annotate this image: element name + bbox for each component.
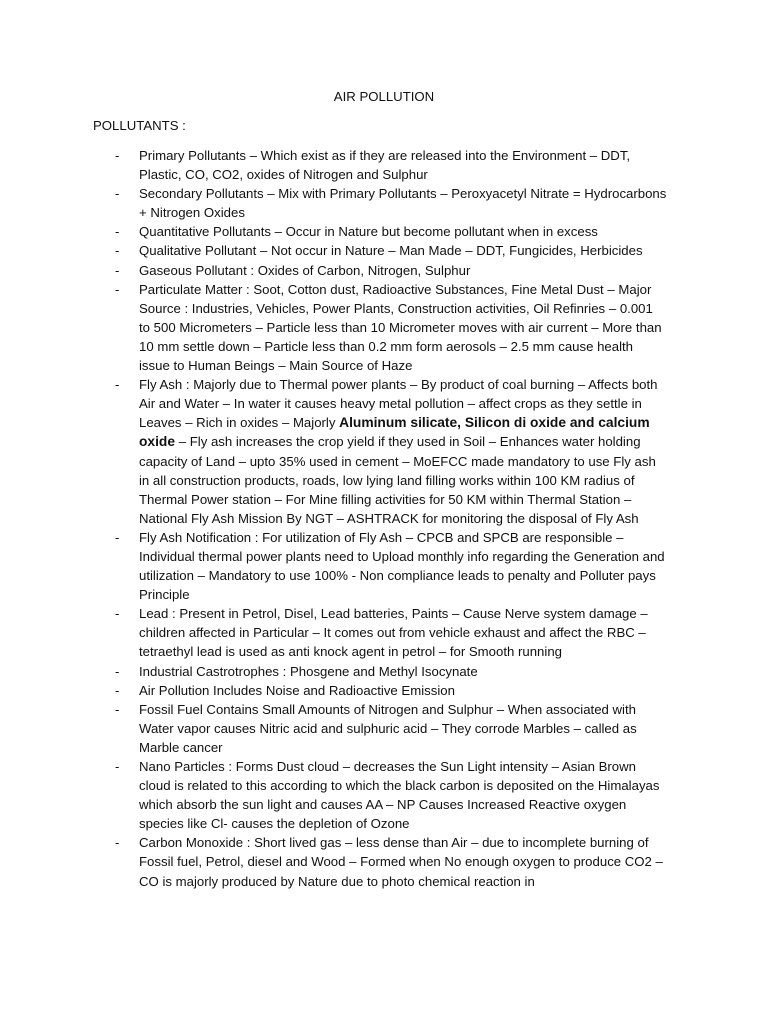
- bullet-dash: -: [115, 243, 120, 259]
- list-item: [0, 757, 667, 833]
- pollutant-list: [0, 146, 768, 891]
- item-text: Particulate Matter : Soot, Cotton dust, Radioactive Substances, Fine Metal Dust – Major Source : Industries, Vehicles, Power Plants, Construction activities, Oil Refinries – 0.001 to 500 Micrometers – Particle less than 10 Micrometer moves with air current – More than 10 mm settle down – Particle less than 0.2 mm form aerosols – 2.5 mm cause health issue to Human Beings – Main Source of Haze: [139, 281, 662, 374]
- list-item: [0, 528, 667, 604]
- bullet-dash: -: [115, 663, 120, 679]
- bullet-dash: -: [115, 759, 120, 774]
- list-item: [0, 681, 667, 700]
- list-item: [0, 604, 667, 661]
- item-text: Fossil Fuel Contains Small Amounts of Nitrogen and Sulphur – When associated with Water vapor causes Nitric acid and sulphuric acid – They corrode Marbles – called as Marble cancer: [139, 701, 637, 755]
- item-text: Nano Particles : Forms Dust cloud – decreases the Sun Light intensity – Asian Brown cloud is related to this according to which the black carbon is deposited on the Himalayas which absorb the sun light and causes AA – NP Causes Increased Reactive oxygen species like Cl- causes the depletion of Ozone: [139, 759, 660, 832]
- item-text: Primary Pollutants – Which exist as if they are released into the Environment – DDT, Plastic, CO, CO2, oxides of Nitrogen and Sulphur: [139, 148, 631, 183]
- bullet-dash: -: [115, 606, 120, 622]
- bullet-dash: -: [115, 377, 120, 393]
- list-item: [0, 184, 667, 222]
- section-heading: POLLUTANTS :: [93, 118, 186, 133]
- list-item: [0, 700, 667, 757]
- bullet-dash: -: [115, 281, 120, 297]
- item-text: Fly Ash Notification : For utilization of Fly Ash – CPCB and SPCB are responsible – Individual thermal power plants need to Upload monthly info regarding the Generation and utilization – Mandatory to use 100% - Non compliance leads to penalty and Polluter pays Principle: [139, 529, 665, 603]
- list-item: [0, 146, 667, 184]
- item-text: Fly Ash : Majorly due to Thermal power plants – By product of coal burning – Affects both Air and Water – In water it causes heavy metal pollution – affect crops as they settle in Leaves – Rich in oxides – Majorly: [139, 377, 658, 431]
- bullet-dash: -: [115, 682, 120, 698]
- item-text: Gaseous Pollutant : Oxides of Carbon, Nitrogen, Sulphur: [139, 262, 471, 278]
- item-text-continued: – Fly ash increases the crop yield if they used in Soil – Enhances water holding capacity of Land – upto 35% used in cement – MoEFCC made mandatory to use Fly ash in all construction products, roads, low lying land filling works within 100 KM radius of Thermal Power station – For Mine filling activities for 50 KM within Thermal Station – National Fly Ash Mission By NGT – ASHTRACK for monitoring the disposal of Fly Ash: [139, 434, 656, 526]
- bullet-dash: -: [115, 701, 120, 717]
- list-item: [0, 833, 667, 890]
- item-bold-text: Aluminum silicate, Silicon di oxide and calcium oxide: [139, 415, 650, 450]
- item-text: Lead : Present in Petrol, Disel, Lead batteries, Paints – Cause Nerve system damage – children affected in Particular – It comes out from vehicle exhaust and affect the RBC – tetraethyl lead is used as anti knock agent in petrol – for Smooth running: [139, 606, 648, 660]
- list-item: [0, 662, 667, 681]
- bullet-dash: -: [115, 262, 120, 278]
- list-item: [0, 280, 667, 375]
- list-item: [0, 261, 667, 280]
- bullet-dash: -: [115, 148, 120, 163]
- item-text: Industrial Castrotrophes : Phosgene and Methyl Isocynate: [139, 663, 478, 679]
- item-text: Qualitative Pollutant – Not occur in Nature – Man Made – DDT, Fungicides, Herbicides: [139, 243, 643, 259]
- item-text: Air Pollution Includes Noise and Radioactive Emission: [139, 682, 455, 698]
- item-text: Secondary Pollutants – Mix with Primary Pollutants – Peroxyacetyl Nitrate = Hydrocarbons + Nitrogen Oxides: [139, 186, 667, 221]
- bullet-dash: -: [115, 186, 120, 202]
- bullet-dash: -: [115, 835, 120, 851]
- list-item: [0, 241, 667, 260]
- document-title: AIR POLLUTION: [333, 89, 435, 104]
- item-text: Quantitative Pollutants – Occur in Nature but become pollutant when in excess: [139, 224, 598, 240]
- list-item: [0, 222, 667, 241]
- list-item: [0, 375, 667, 528]
- bullet-dash: -: [115, 224, 120, 240]
- bullet-dash: -: [115, 529, 120, 545]
- item-text: Carbon Monoxide : Short lived gas – less dense than Air – due to incomplete burning of Fossil fuel, Petrol, diesel and Wood – Formed when No enough oxygen to produce CO2 – CO is majorly produced by Nature due to photo chemical reaction in: [139, 835, 663, 889]
